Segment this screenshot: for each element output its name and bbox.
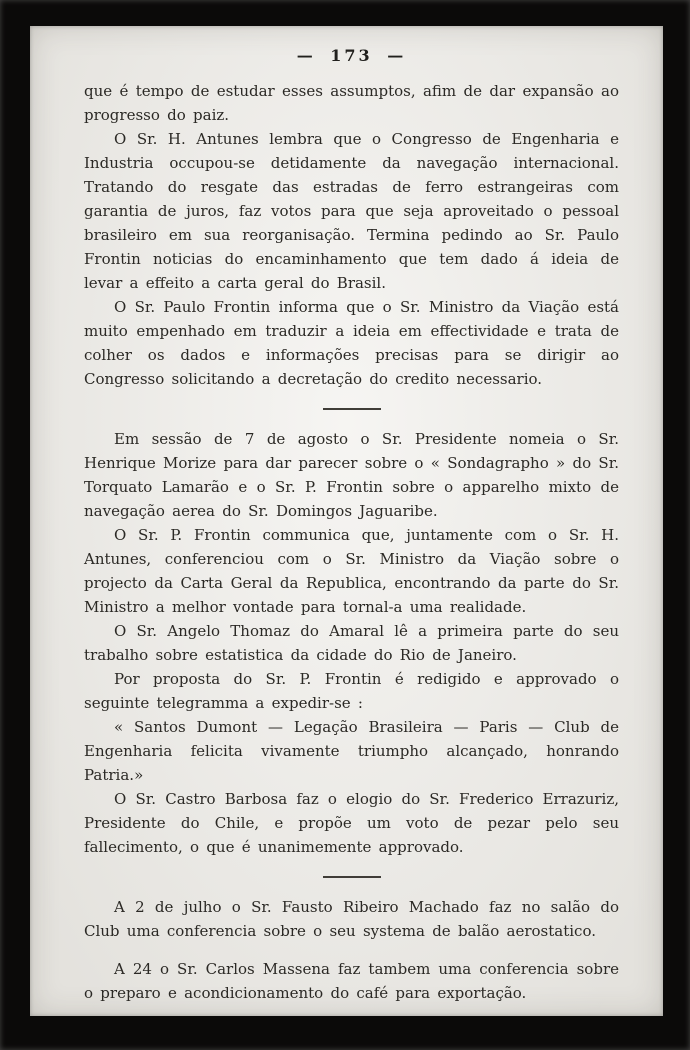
paragraph: O Sr. H. Antunes lembra que o Congresso de Engenharia e Industria occupou-se detidamente da navegação internacional. Tratando do resgate das estradas de ferro estrangeiras com garantia de juros, faz votos para que seja aproveitado o pessoal brasileiro em sua reorganisação. Termina pedindo ao Sr. Paulo Frontin noticias do encaminhamento que tem dado á ideia de levar a effeito a carta geral do Brasil. [84, 130, 619, 292]
paragraph: O Sr. Paulo Frontin informa que o Sr. Ministro da Viação está muito empenhado em traduzir a ideia em effectividade e trata de colher os dados e informações precisas para se dirigir ao Congresso solicitando a decretação do credito necessario. [84, 298, 619, 388]
paragraph: O Sr. Angelo Thomaz do Amaral lê a primeira parte do seu trabalho sobre estatistica da cidade do Rio de Janeiro. [84, 622, 619, 664]
paragraph: que é tempo de estudar esses assumptos, afim de dar expansão ao progresso do paiz. [84, 82, 619, 124]
section-divider [323, 876, 381, 878]
section-divider [323, 408, 381, 410]
paragraph: Em sessão de 7 de agosto o Sr. Presidente nomeia o Sr. Henrique Morize para dar parecer sobre o « Sondagrapho » do Sr. Torquato Lamarão e o Sr. P. Frontin sobre o apparelho mixto de navegação aerea do Sr. Domingos Jaguaribe. [84, 430, 619, 520]
page-number: — 173 — [296, 46, 407, 65]
paragraph: Por proposta do Sr. P. Frontin é redigido e approvado o seguinte telegramma a expedir-se : [84, 670, 619, 712]
paragraph: A 2 de julho o Sr. Fausto Ribeiro Machado faz no salão do Club uma conferencia sobre o seu systema de balão aerostatico. [84, 898, 619, 940]
paragraph: O Sr. Castro Barbosa faz o elogio do Sr. Frederico Errazuriz, Presidente do Chile, e propõe um voto de pezar pelo seu fallecimento, o que é unanimemente approvado. [84, 790, 619, 856]
paragraph: « Santos Dumont — Legação Brasileira — Paris — Club de Engenharia felicita vivamente triumpho alcançado, honrando Patria.» [84, 718, 619, 784]
paragraph: A 24 o Sr. Carlos Massena faz tambem uma conferencia sobre o preparo e acondicionamento do café para exportação. [84, 960, 619, 1002]
page-body-text [84, 79, 619, 1016]
paragraph: O Sr. P. Frontin communica que, juntamente com o Sr. H. Antunes, conferenciou com o Sr. Ministro da Viação sobre o projecto da Carta Geral da Republica, encontrando da parte do Sr. Ministro a melhor vontade para tornal-a uma realidade. [84, 526, 619, 616]
document-page [30, 26, 663, 1016]
